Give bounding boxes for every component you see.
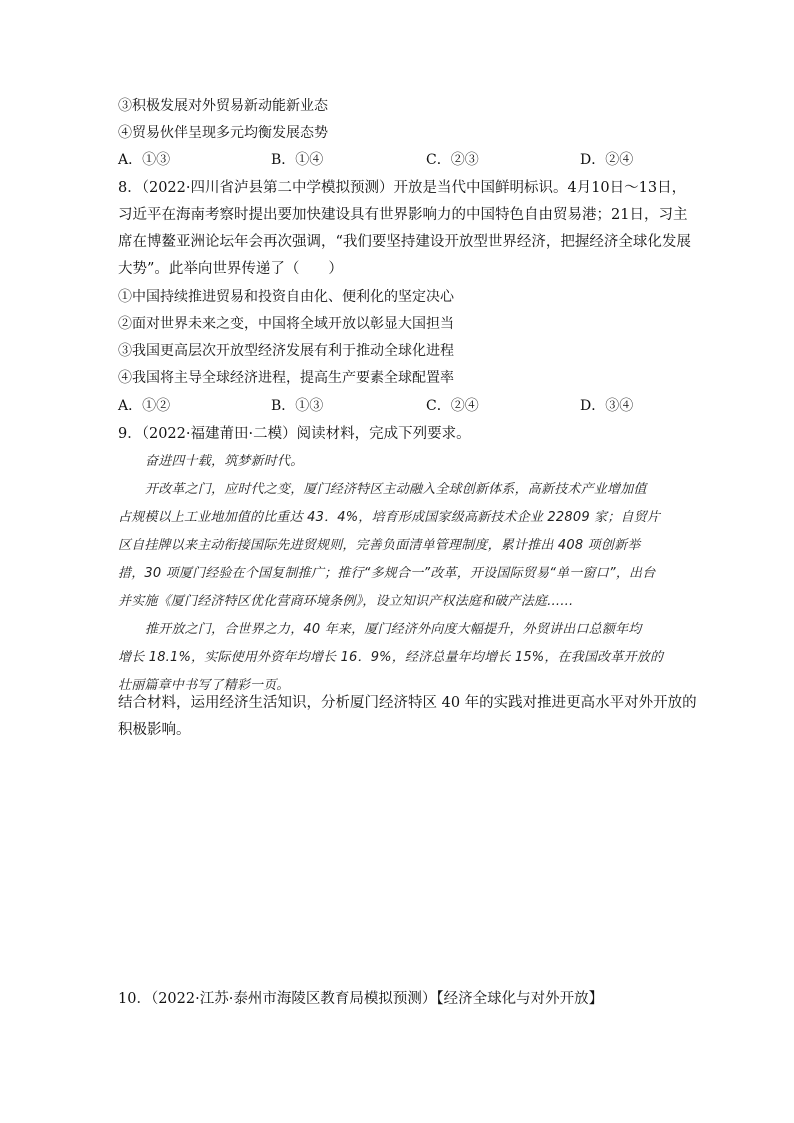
q8-option-d: D．③④ <box>580 398 634 414</box>
prev-option-a: A．①③ <box>118 152 171 168</box>
q8-stem-line-4: 大势”。此举向世界传递了（ ） <box>118 261 343 277</box>
q8-stem-line-2: 习近平在海南考察时提出要加快建设具有世界影响力的中国特色自由贸易港；21日，习主 <box>118 207 688 223</box>
q9-material-line: 开改革之门，应时代之变，厦门经济特区主动融入全球创新体系，高新技术产业增加值 <box>145 482 647 497</box>
q9-material-line: 推开放之门，合世界之力，40 年来，厦门经济外向度大幅提升，外贸讲出口总额年均 <box>145 622 642 637</box>
prev-item-3: ③积极发展对外贸易新动能新业态 <box>118 98 328 114</box>
prev-item-4: ④贸易伙伴呈现多元均衡发展态势 <box>118 125 328 141</box>
q10-stem: 10．（2022·江苏·泰州市海陵区教育局模拟预测）【经济全球化与对外开放】 <box>118 991 604 1007</box>
q9-stem: 9．（2022·福建莆田·二模）阅读材料，完成下列要求。 <box>118 426 471 442</box>
prev-option-c: C．②③ <box>426 152 479 168</box>
prev-option-b: B．①④ <box>271 152 324 168</box>
q8-stem-line-3: 席在博鳌亚洲论坛年会再次强调，“我们要坚持建设开放型世界经济，把握经济全球化发展 <box>118 234 691 250</box>
q8-item-2: ②面对世界未来之变，中国将全域开放以彰显大国担当 <box>118 316 454 332</box>
q8-option-c: C．②④ <box>426 398 479 414</box>
q9-requirement-line-2: 积极影响。 <box>118 722 191 738</box>
q8-stem-line-1: 8．（2022·四川省泸县第二中学模拟预测）开放是当代中国鲜明标识。4月10日～13日， <box>118 180 687 196</box>
q9-material-line: 措，30 项厦门经验在个国复制推广；推行“多规合一”改革，开设国际贸易“单一窗口”，出台 <box>118 566 656 581</box>
q9-material-line: 增长 18.1%，实际使用外资年均增长 16．9%，经济总量年均增长 15%，在我国改革开放的 <box>118 650 664 665</box>
q8-option-b: B．①③ <box>271 398 324 414</box>
prev-option-d: D．②④ <box>580 152 634 168</box>
q9-material-line: 区自挂牌以来主动衔接国际先进贸规则，完善负面清单管理制度，累计推出 408 项创新举 <box>118 538 641 553</box>
q8-item-1: ①中国持续推进贸易和投资自由化、便利化的坚定决心 <box>118 289 454 305</box>
q8-item-3: ③我国更高层次开放型经济发展有利于推动全球化进程 <box>118 343 454 359</box>
q9-material-line: 占规模以上工业地加值的比重达 43．4%，培育形成国家级高新技术企业 22809 家；自贸片 <box>118 510 661 525</box>
q8-item-4: ④我国将主导全球经济进程，提高生产要素全球配置率 <box>118 370 454 386</box>
q9-material-line: 并实施《厦门经济特区优化营商环境条例》，设立知识产权法庭和破产法庭…… <box>118 594 574 609</box>
q9-material-line: 壮丽篇章中书写了精彩一页。 <box>118 678 290 693</box>
q9-requirement-line-1: 结合材料，运用经济生活知识，分析厦门经济特区 40 年的实践对推进更高水平对外开放的 <box>118 695 697 711</box>
q9-material-line: 奋进四十载，筑梦新时代。 <box>145 454 304 469</box>
q8-option-a: A．①② <box>118 398 171 414</box>
